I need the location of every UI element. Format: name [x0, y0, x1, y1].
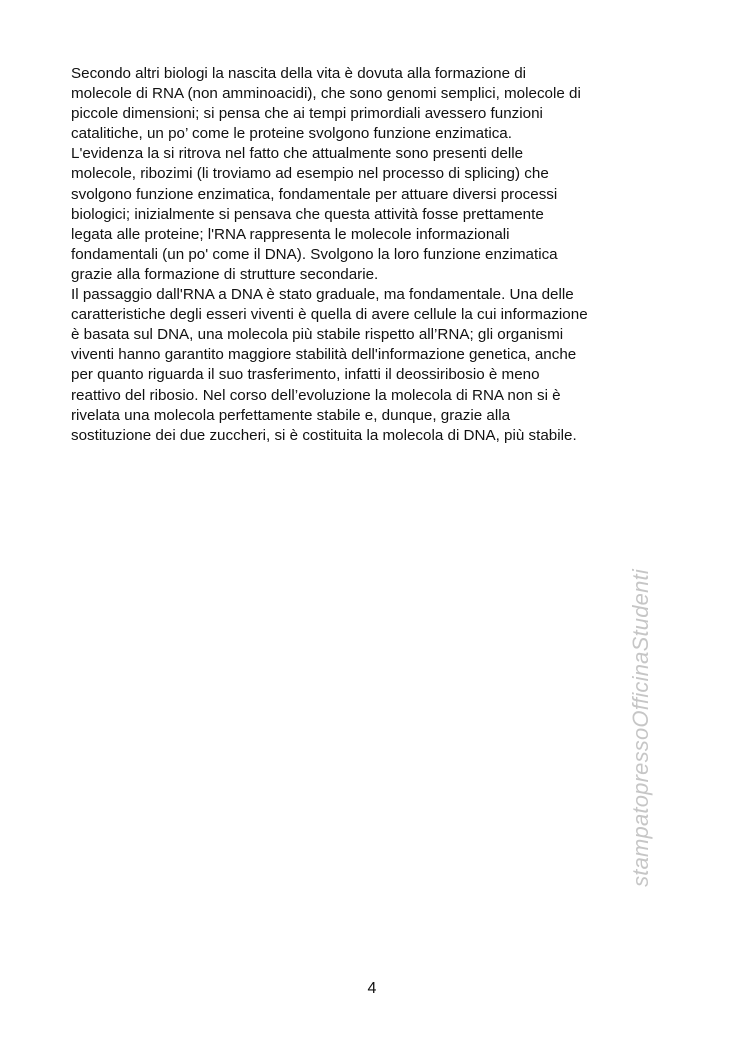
text-line: fondamentali (un po' come il DNA). Svolgono la loro funzione enzimatica: [71, 245, 558, 263]
text-line: piccole dimensioni; si pensa che ai tempi primordiali avessero funzioni: [71, 105, 543, 123]
publisher-watermark: stampatopressoOfficinaStudenti: [628, 569, 653, 887]
text-line: Secondo altri biologi la nascita della vita è dovuta alla formazione di: [71, 65, 527, 82]
body-paragraph: [71, 64, 677, 446]
text-line: è basata sul DNA, una molecola più stabile rispetto all’RNA; gli organismi: [71, 326, 564, 344]
text-line: molecole, ribozimi (li troviamo ad esempio nel processo di splicing) che: [71, 165, 549, 183]
text-line: Il passaggio dall'RNA a DNA è stato graduale, ma fondamentale. Una delle: [71, 286, 574, 304]
text-line: caratteristiche degli esseri viventi è quella di avere cellule la cui informazione: [71, 306, 588, 324]
text-line: legata alle proteine; l'RNA rappresenta le molecole informazionali: [71, 225, 510, 243]
text-line: grazie alla formazione di strutture secondarie.: [71, 265, 379, 283]
text-line: biologici; inizialmente si pensava che questa attività fosse prettamente: [71, 205, 544, 223]
text-line: per quanto riguarda il suo trasferimento, infatti il deossiribosio è meno: [71, 366, 540, 384]
text-line: svolgono funzione enzimatica, fondamentale per attuare diversi processi: [71, 185, 558, 203]
text-line: sostituzione dei due zuccheri, si è costituita la molecola di DNA, più stabile.: [71, 426, 577, 444]
text-line: rivelata una molecola perfettamente stabile e, dunque, grazie alla: [71, 406, 511, 424]
page-number: 4: [367, 980, 377, 997]
text-line: L'evidenza la si ritrova nel fatto che attualmente sono presenti delle: [71, 145, 524, 163]
text-line: reattivo del ribosio. Nel corso dell’evoluzione la molecola di RNA non si è: [71, 386, 561, 404]
text-line: catalitiche, un po’ come le proteine svolgono funzione enzimatica.: [71, 125, 512, 143]
text-line: molecole di RNA (non amminoacidi), che sono genomi semplici, molecole di: [71, 85, 581, 103]
text-line: viventi hanno garantito maggiore stabilità dell'informazione genetica, anche: [71, 346, 577, 364]
